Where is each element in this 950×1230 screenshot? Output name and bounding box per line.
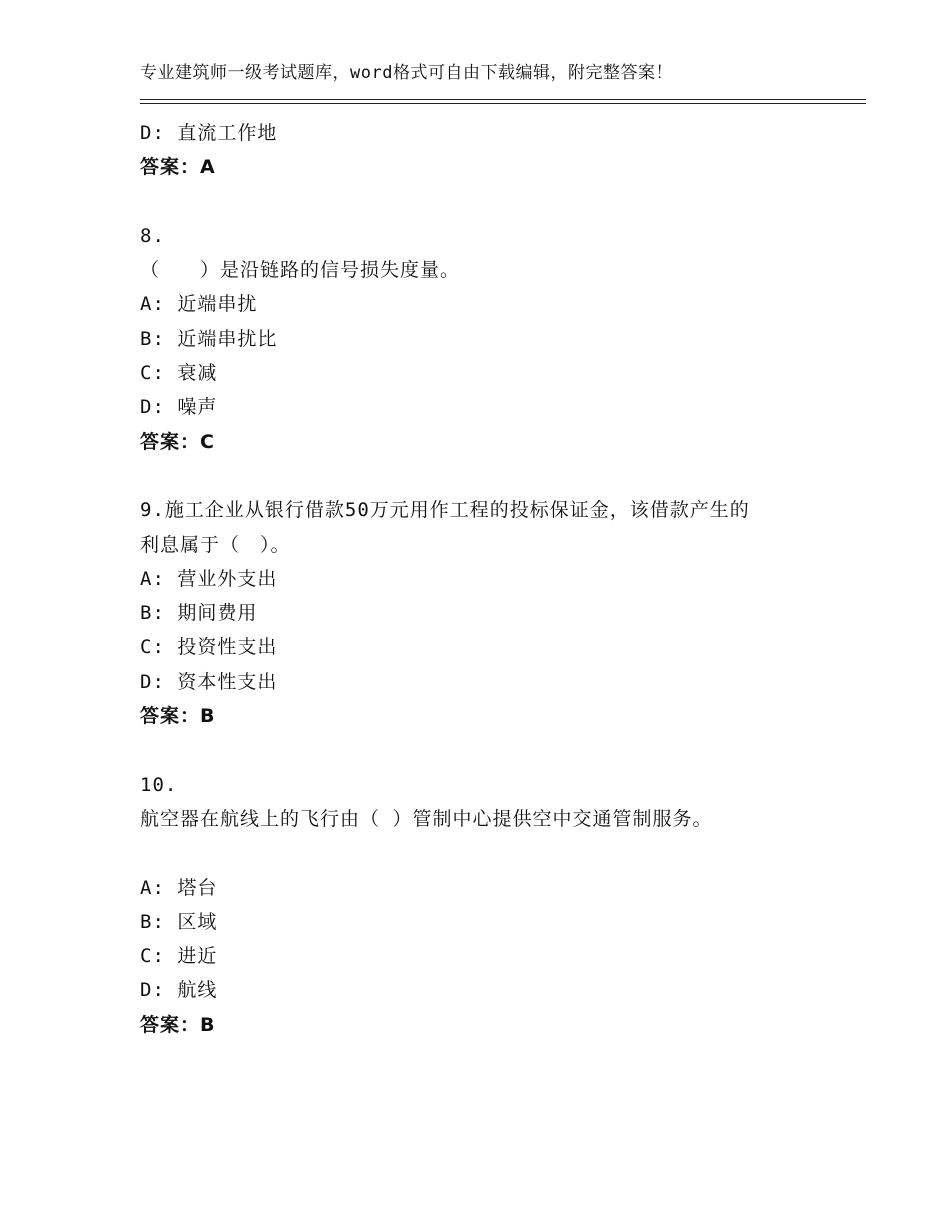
q9-answer: 答案：B (140, 705, 216, 728)
q9-option-d: D: 资本性支出 (140, 670, 278, 693)
q9-option-b: B: 期间费用 (140, 602, 258, 625)
question-list (140, 116, 840, 1042)
q7-option-d: D: 直流工作地 (140, 122, 278, 144)
q10-stem: 航空器在航线上的飞行由（ ）管制中心提供空中交通管制服务。 (140, 807, 713, 830)
q8-answer: 答案：C (140, 430, 215, 453)
spacer (140, 836, 840, 870)
q8-option-a: A: 近端串扰 (140, 293, 258, 316)
q10-option-d: D: 航线 (140, 979, 218, 1002)
q8-option-d: D: 噪声 (140, 396, 218, 419)
header-rule-top (140, 99, 866, 100)
q10-number: 10. (140, 773, 178, 796)
q9-option-c: C: 投资性支出 (140, 636, 278, 659)
q9-stem-line-2: 利息属于（ ）。 (140, 533, 291, 556)
q8-option-c: C: 衰减 (140, 362, 218, 385)
q8-option-b: B: 近端串扰比 (140, 327, 278, 350)
q7-answer: 答案：A (140, 156, 216, 179)
q9-option-a: A: 营业外支出 (140, 567, 278, 590)
spacer (140, 459, 840, 493)
q10-answer: 答案：B (140, 1013, 216, 1036)
q10-option-c: C: 进近 (140, 945, 218, 968)
page-header: 专业建筑师一级考试题库，word格式可自由下载编辑，附完整答案！ (140, 63, 673, 83)
q10-option-a: A: 塔台 (140, 876, 218, 899)
q8-number: 8. (140, 224, 165, 247)
q8-stem: （ ）是沿链路的信号损失度量。 (140, 259, 461, 282)
spacer (140, 185, 840, 219)
spacer (140, 733, 840, 767)
q9-stem-line-1: 9.施工企业从银行借款50万元用作工程的投标保证金，该借款产生的 (140, 499, 750, 522)
header-rule-bottom (140, 103, 866, 104)
q10-option-b: B: 区域 (140, 910, 218, 933)
